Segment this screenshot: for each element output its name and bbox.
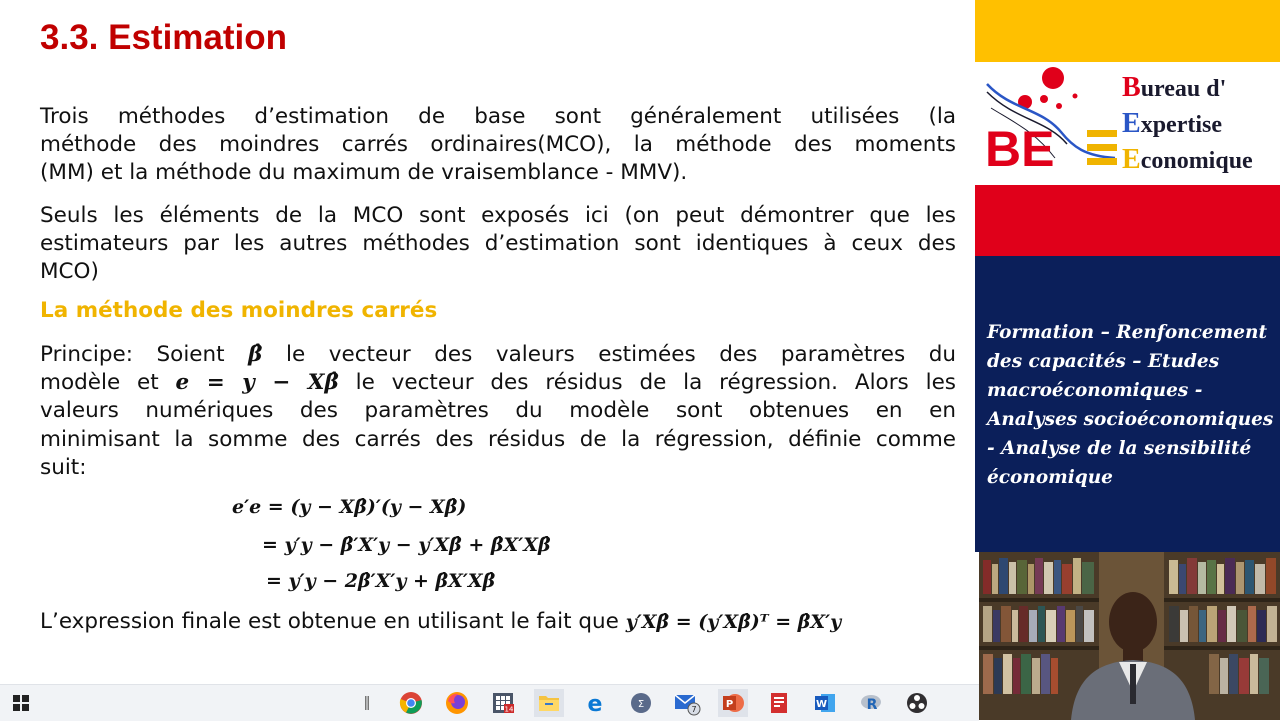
equation-line-1: e′e = (y − Xβ̂)′(y − Xβ̂): [232, 496, 467, 518]
beta-hat-math: β̂: [248, 342, 263, 367]
final-expression-paragraph: L’expression finale est obtenue en utilisant le fait que y′Xβ̂ = (y′Xβ̂)ᵀ = β̂X′y: [40, 609, 842, 634]
text-line: Trois méthodes d’estimation de base sont généralement utilisées (la: [40, 104, 956, 129]
windows-taskbar: [0, 684, 979, 721]
text-line: (MM) et la méthode du maximum de vraisemblance - MMV).: [40, 160, 688, 185]
text-line: modèle et e = y − Xβ̂ le vecteur des résidus de la régression. Alors les: [40, 370, 957, 396]
red-band: [975, 185, 1280, 256]
mail-icon[interactable]: [672, 689, 702, 717]
text-line: suit:: [40, 454, 87, 480]
webcam-video: [979, 552, 1280, 720]
svg-text:P: P: [725, 699, 734, 710]
powerpoint-icon[interactable]: [718, 689, 748, 717]
logo-word-bureau: Bureau d': [1122, 72, 1227, 103]
tagline-line: économique: [987, 467, 1113, 488]
principle-paragraph: [40, 341, 956, 482]
r-icon[interactable]: [856, 689, 886, 717]
text-line: minimisant la somme des carrés des résidus de la régression, définie comme: [40, 426, 956, 452]
intro-paragraph: [40, 103, 956, 187]
word-icon[interactable]: [810, 689, 840, 717]
equation-line-3: = y′y − 2β̂′X′y + β̂X′Xβ̂: [266, 570, 496, 592]
chrome-icon[interactable]: [396, 689, 426, 717]
side-panel: [975, 0, 1280, 552]
separator-icon: [360, 689, 374, 717]
tagline-line: Formation – Renfoncement: [987, 322, 1267, 343]
edge-icon[interactable]: [580, 689, 610, 717]
math-app-icon[interactable]: [626, 689, 656, 717]
mail-badge: 7: [691, 705, 697, 714]
svg-text:R: R: [866, 697, 878, 713]
logo-word-economique: Economique: [1122, 144, 1253, 175]
equation-line-2: = y′y − β̂′X′y − y′Xβ̂ + β̂X′Xβ̂: [262, 534, 551, 556]
tagline-panel: [975, 256, 1280, 552]
tagline-line: - Analyse de la sensibilité: [987, 438, 1252, 459]
mco-paragraph: [40, 202, 956, 286]
text-line: valeurs numériques des paramètres du modèle sont obtenues en en: [40, 398, 956, 424]
tagline-line: Analyses socioéconomiques: [987, 409, 1274, 430]
section-subheading: La méthode des moindres carrés: [40, 298, 438, 323]
text-line: Seuls les éléments de la MCO sont exposés ici (on peut démontrer que les: [40, 203, 956, 228]
tagline-line: macroéconomiques -: [987, 380, 1203, 401]
calculator-icon[interactable]: [488, 689, 518, 717]
logo-letters: BE: [985, 121, 1055, 177]
tagline-line: des capacités – Etudes: [987, 351, 1220, 372]
windows-start-icon[interactable]: [6, 689, 36, 717]
logo-word-expertise: Expertise: [1122, 108, 1222, 139]
svg-text:W: W: [815, 699, 828, 710]
obs-icon[interactable]: [902, 689, 932, 717]
text-line: MCO): [40, 259, 99, 284]
transpose-identity-math: y′Xβ̂ = (y′Xβ̂)ᵀ = β̂X′y: [625, 611, 842, 633]
yellow-band: [975, 0, 1280, 62]
residual-definition-math: e = y − Xβ̂: [175, 370, 339, 396]
logo-mark-icon: [981, 62, 1123, 182]
text-line: méthode des moindres carrés ordinaires(MCO), la méthode des moments: [40, 132, 956, 157]
slide-title: 3.3. Estimation: [40, 18, 288, 57]
svg-text:e: e: [587, 692, 603, 715]
calculator-badge: 14: [504, 705, 514, 714]
pdf-tool-icon[interactable]: [764, 689, 794, 717]
svg-text:Σ: Σ: [637, 699, 645, 710]
text-line: estimateurs par les autres méthodes d’estimation sont identiques à ceux des: [40, 231, 956, 256]
file-explorer-icon[interactable]: [534, 689, 564, 717]
presenter-video-icon: [979, 552, 1280, 720]
firefox-icon[interactable]: [442, 689, 472, 717]
text-line: Principe: Soient β̂ le vecteur des valeurs estimées des paramètres du: [40, 342, 956, 367]
tagline-text: [987, 318, 1272, 492]
bee-logo: [975, 62, 1280, 185]
